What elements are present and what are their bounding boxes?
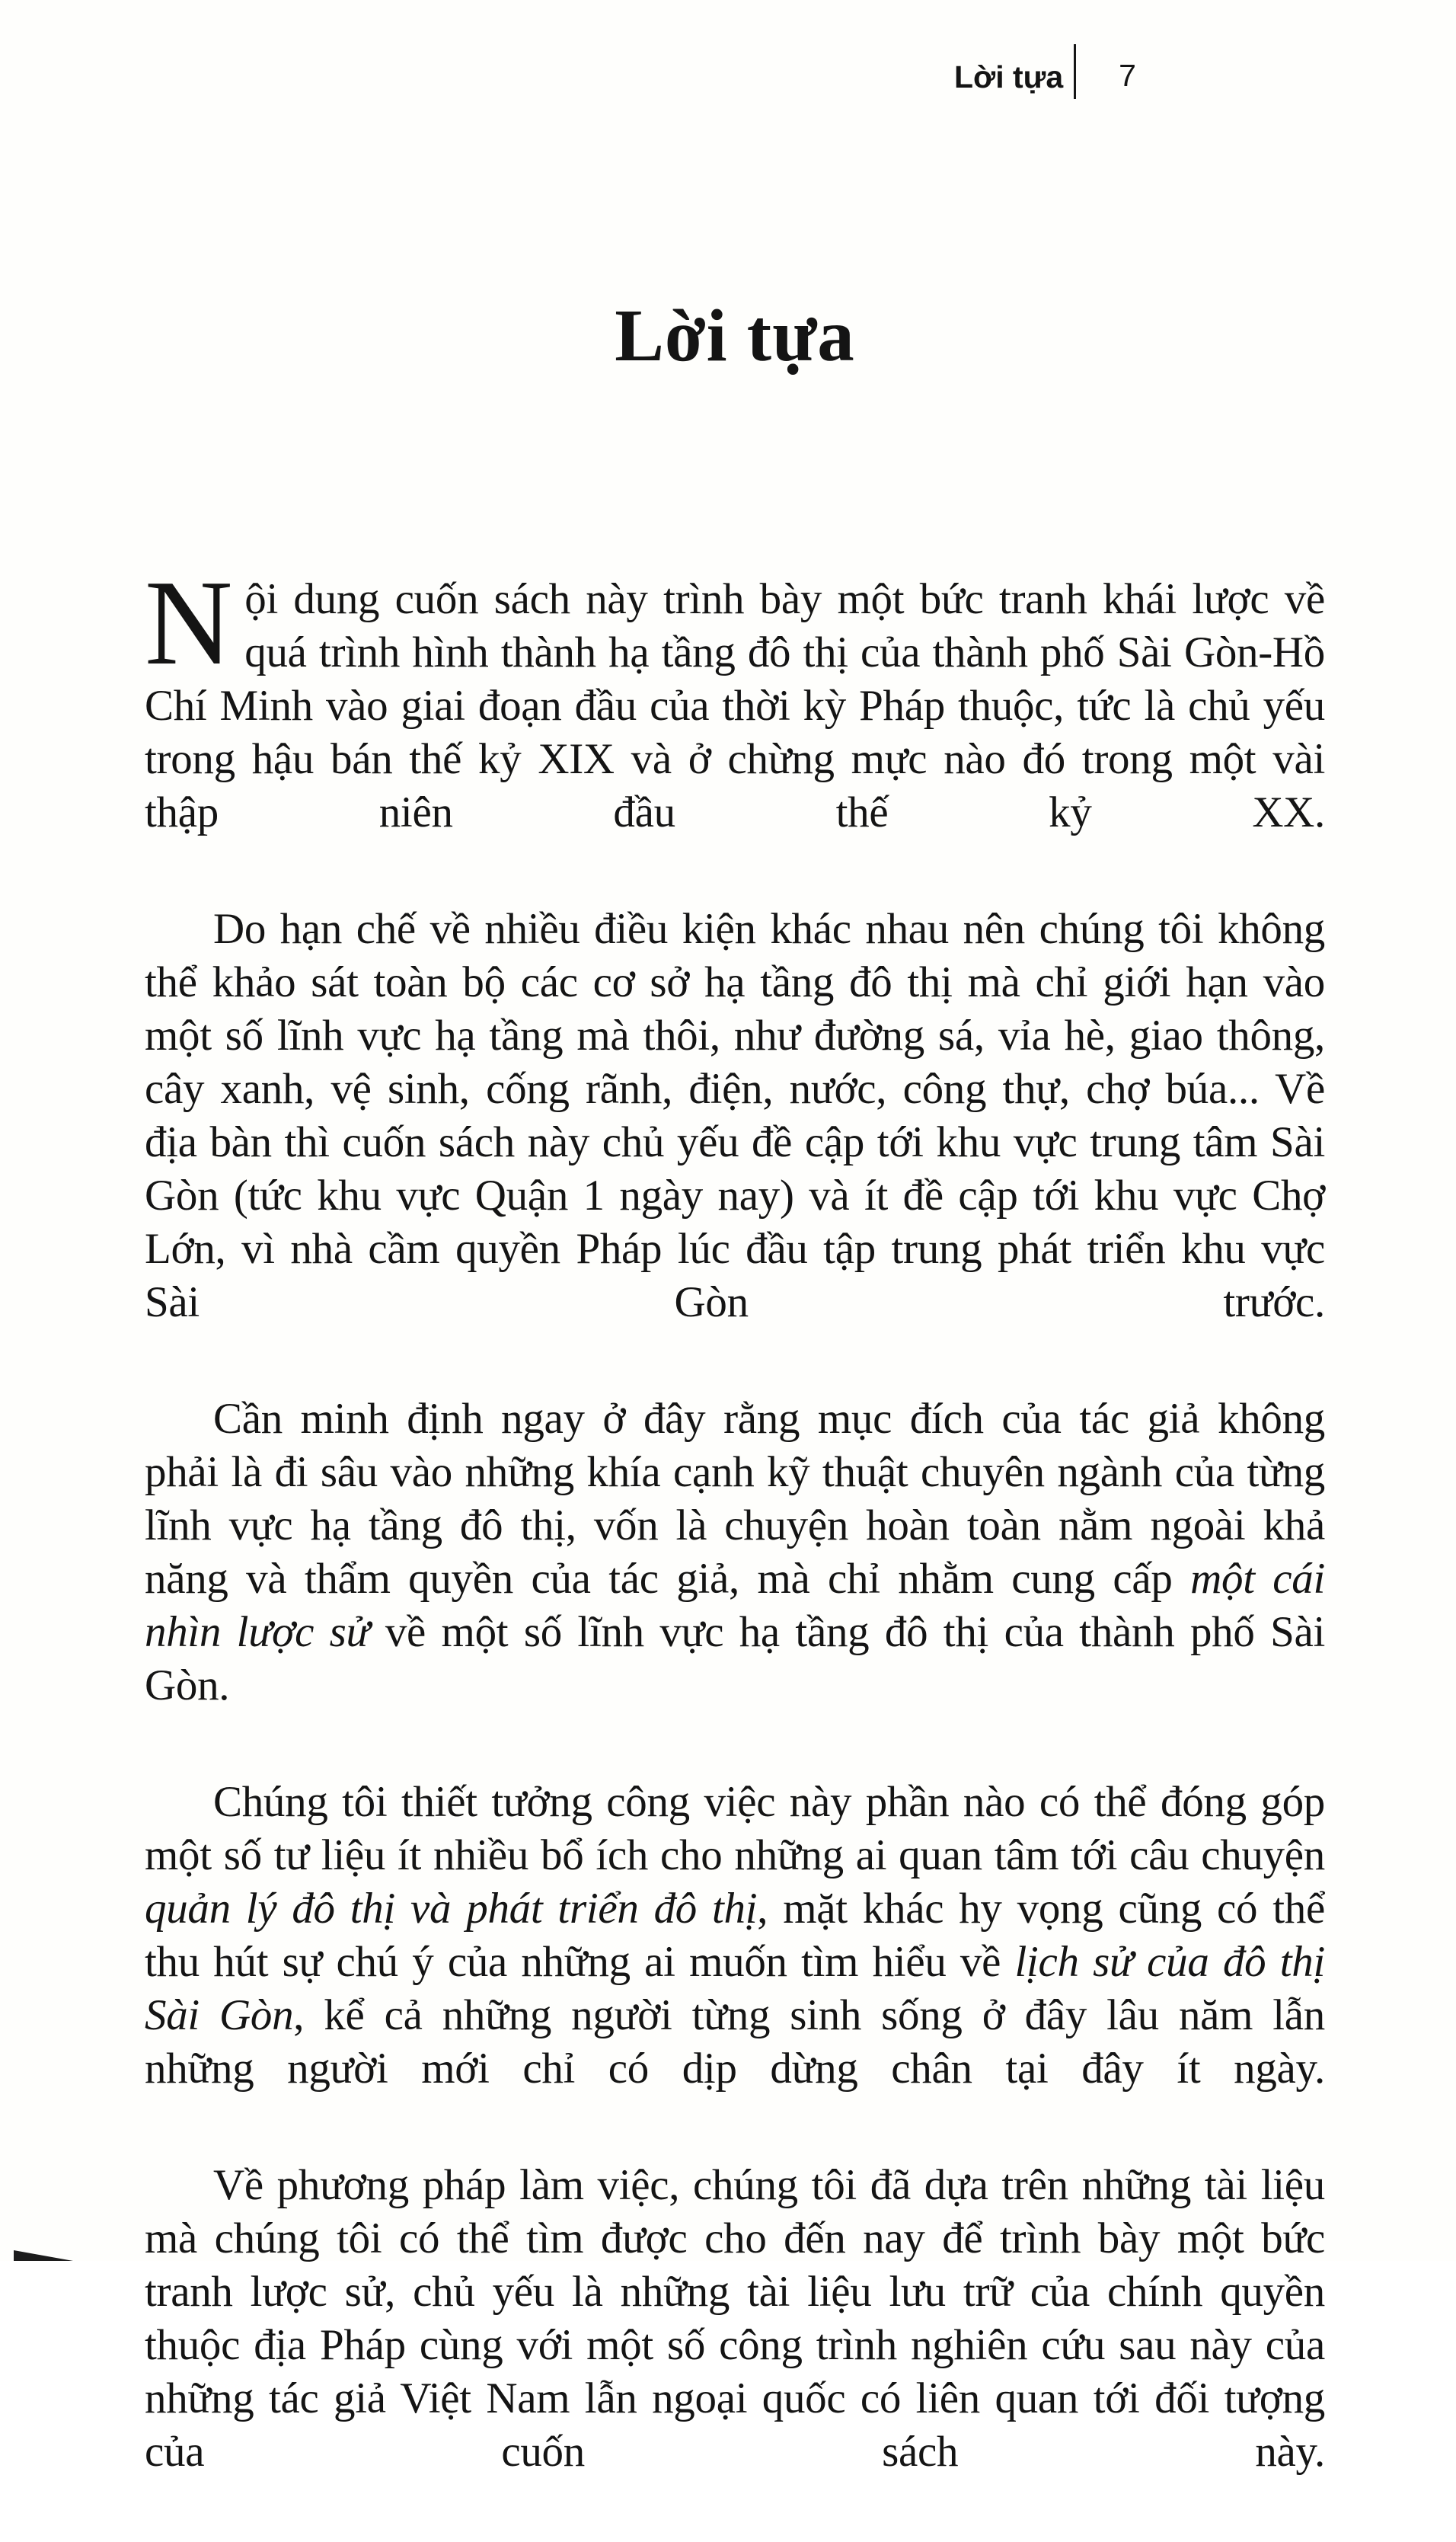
italic-text-segment: lịch sử của đô thị Sài Gòn: [145, 1938, 1325, 2039]
text-segment: Về phương pháp làm việc, chúng tôi đã dựa trên những tài liệu mà chúng tôi có thể tìm được cho đến nay để trình bày một bức tranh lược sử, chủ yếu là những tài liệu lưu trữ của chính quyền thuộc địa Pháp cùng với một số công trình nghiên cứu sau này của những tác giả Việt Nam lẫn ngoại quốc có liên quan tới đối tượng của cuốn sách này.: [145, 2161, 1325, 2476]
text-segment: Chúng tôi thiết tưởng công việc này phần nào có thể đóng góp một số tư liệu ít nhiều bổ ích cho những ai quan tâm tới câu chuyện: [145, 1778, 1325, 1879]
body-text: [145, 555, 1326, 2542]
text-segment: về một số lĩnh vực hạ tầng đô thị của thành phố Sài Gòn.: [145, 1608, 1325, 1709]
text-segment: ội dung cuốn sách này trình bày một bức tranh khái lược về quá trình hình thành hạ tầng đô thị của thành phố Sài Gòn-Hồ Chí Minh vào giai đoạn đầu của thời kỳ Pháp thuộc, tức là chủ yếu trong hậu bán thế kỷ XIX và ở chừng mực nào đó trong một vài thập niên đầu thế kỷ XX.: [145, 575, 1325, 836]
header-divider: [1074, 44, 1076, 99]
text-segment: , mặt khác hy vọng cũng có thể thu hút sự chú ý của những ai muốn tìm hiểu về: [145, 1885, 1325, 1986]
italic-text-segment: quản lý đô thị và phát triển đô thị: [145, 1885, 758, 1933]
drop-cap: N: [145, 555, 233, 690]
italic-text-segment: một cái nhìn lược sử: [145, 1555, 1325, 1656]
paragraph: [145, 903, 1325, 1383]
paragraph: [145, 1393, 1325, 1766]
scan-artifact-wedge: [14, 2250, 73, 2261]
running-header-title: Lời tựa: [954, 59, 1064, 94]
page-gutter-shadow: [0, 0, 49, 2261]
paragraph: [145, 2159, 1325, 2532]
page-number: 7: [1119, 58, 1136, 93]
text-segment: Cần minh định ngay ở đây rằng mục đích của tác giả không phải là đi sâu vào những khía cạnh kỹ thuật chuyên ngành của từng lĩnh vực hạ tầng đô thị, vốn là chuyện hoàn toàn nằm ngoài khả năng và thẩm quyền của tác giả, mà chỉ nhằm cung cấp: [145, 1395, 1325, 1603]
chapter-title: Lời tựa: [615, 295, 855, 376]
paragraph: [145, 555, 1325, 893]
page-header: [954, 44, 1136, 99]
text-segment: , kể cả những người từng sinh sống ở đây lâu năm lẫn những người mới chỉ có dịp dừng chân tại đây ít ngày.: [145, 1991, 1326, 2093]
paragraph: [145, 1776, 1325, 2149]
text-segment: Do hạn chế về nhiều điều kiện khác nhau nên chúng tôi không thể khảo sát toàn bộ các cơ sở hạ tầng đô thị mà chỉ giới hạn vào một số lĩnh vực hạ tầng mà thôi, như đường sá, vỉa hè, giao thông, cây xanh, vệ sinh, cống rãnh, điện, nước, công thự, chợ búa... Về địa bàn thì cuốn sách này chủ yếu đề cập tới khu vực trung tâm Sài Gòn (tức khu vực Quận 1 ngày nay) và ít đề cập tới khu vực Chợ Lớn, vì nhà cầm quyền Pháp lúc đầu tập trung phát triển khu vực Sài Gòn trước.: [145, 905, 1325, 1326]
paragraphs: [145, 555, 1326, 2532]
